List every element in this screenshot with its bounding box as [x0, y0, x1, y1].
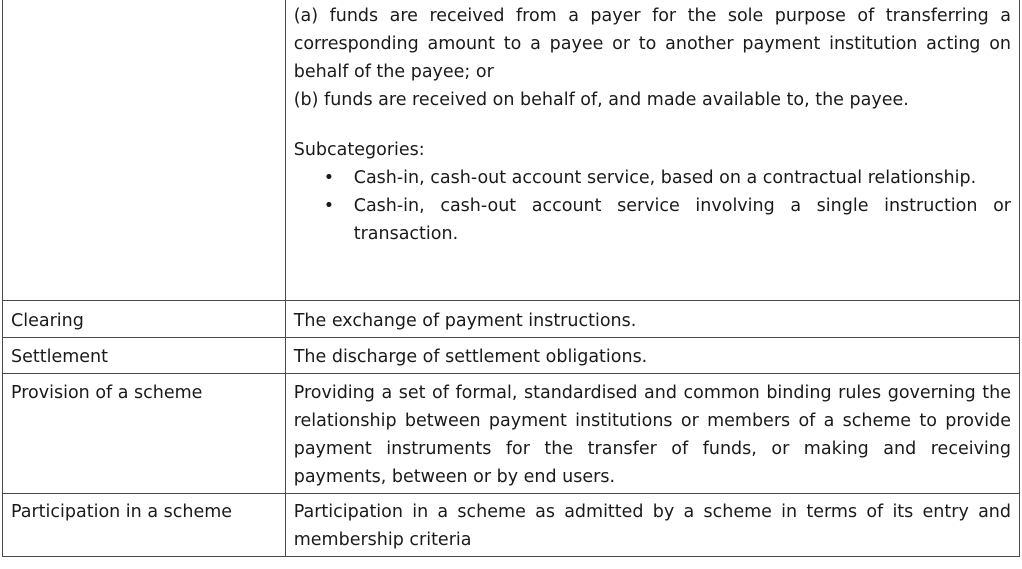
subcategories-label: Subcategories: — [293, 140, 425, 160]
term-text: Participation in a scheme — [11, 502, 233, 522]
definitions-table — [2, 0, 1020, 557]
term-text: Settlement — [11, 347, 108, 367]
table-row — [3, 494, 1020, 557]
table-row — [3, 0, 1020, 301]
definition-clause-a: (a) funds are received from a payer for the sole purpose of transferring a corresponding amount to a payee or to another payment institution acting on behalf of the payee; or — [293, 6, 1011, 82]
definition-cell — [285, 0, 1019, 301]
definition-text: Providing a set of formal, standardised and common binding rules governing the relationship between payment institutions or members of a scheme to provide payment instruments for the transfer of funds, or making and receiving payments, between or by end users. — [293, 383, 1011, 487]
table-row — [3, 374, 1020, 494]
term-text: Provision of a scheme — [11, 383, 203, 403]
list-item-text: Cash-in, cash-out account service involving a single instruction or transaction. — [353, 196, 1011, 244]
definition-cell — [285, 301, 1019, 338]
term-cell — [3, 494, 286, 557]
definition-text: The discharge of settlement obligations. — [293, 347, 648, 367]
term-cell — [3, 0, 286, 301]
list-item — [323, 164, 1011, 192]
list-item-text: Cash-in, cash-out account service, based on a contractual relationship. — [353, 168, 977, 188]
term-cell — [3, 301, 286, 338]
list-item — [323, 192, 1011, 248]
table-row — [3, 301, 1020, 338]
definition-cell — [285, 494, 1019, 557]
bullet-icon: • — [323, 196, 335, 216]
definition-text: The exchange of payment instructions. — [293, 311, 637, 331]
subcategories-list — [294, 164, 1011, 248]
term-cell — [3, 374, 286, 494]
bullet-icon: • — [323, 168, 335, 188]
term-text: Clearing — [11, 311, 84, 331]
definition-cell — [285, 374, 1019, 494]
definition-text: Participation in a scheme as admitted by a scheme in terms of its entry and membership criteria — [293, 502, 1011, 550]
table-row — [3, 338, 1020, 374]
definition-cell — [285, 338, 1019, 374]
term-cell — [3, 338, 286, 374]
definition-clause-b: (b) funds are received on behalf of, and made available to, the payee. — [293, 90, 909, 110]
